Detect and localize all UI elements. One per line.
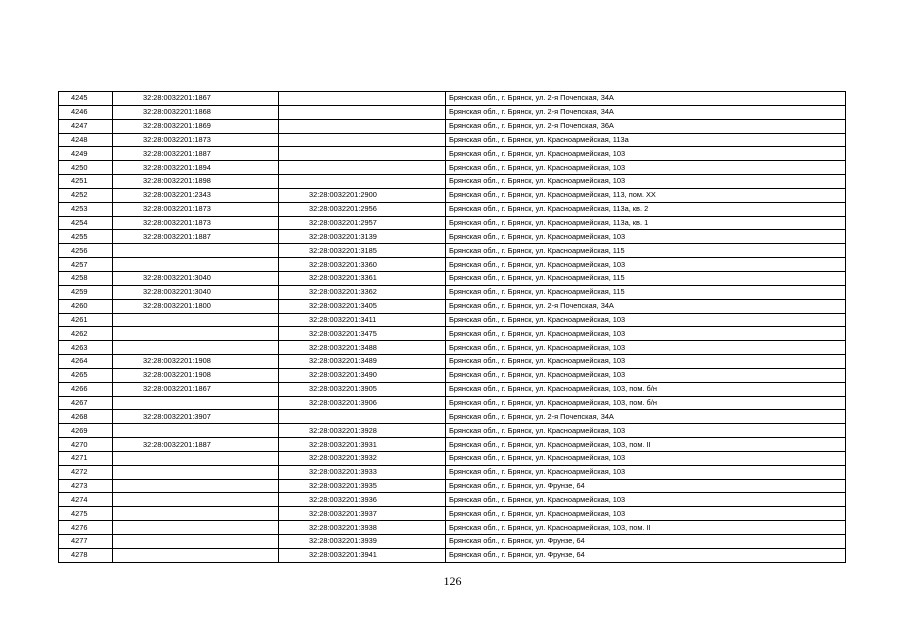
cell-parent-cadastral xyxy=(113,327,279,341)
cell-parent-cadastral: 32:28:0032201:1867 xyxy=(113,92,279,106)
cell-address: Брянская обл., г. Брянск, ул. Фрунзе, 64 xyxy=(446,479,846,493)
cell-cadastral xyxy=(279,119,446,133)
cell-parent-cadastral xyxy=(113,548,279,562)
cell-cadastral: 32:28:0032201:3933 xyxy=(279,465,446,479)
cell-number: 4251 xyxy=(59,175,113,189)
table-row xyxy=(59,396,846,410)
cell-number: 4255 xyxy=(59,230,113,244)
cell-parent-cadastral xyxy=(113,507,279,521)
cell-cadastral xyxy=(279,175,446,189)
table-row xyxy=(59,327,846,341)
cell-address: Брянская обл., г. Брянск, ул. Красноармейская, 113а, кв. 2 xyxy=(446,202,846,216)
cell-parent-cadastral xyxy=(113,341,279,355)
cell-address: Брянская обл., г. Брянск, ул. Красноармейская, 103 xyxy=(446,465,846,479)
cell-number: 4250 xyxy=(59,161,113,175)
cell-number: 4277 xyxy=(59,535,113,549)
cell-number: 4270 xyxy=(59,438,113,452)
cell-cadastral: 32:28:0032201:3362 xyxy=(279,285,446,299)
cell-parent-cadastral xyxy=(113,521,279,535)
cell-cadastral: 32:28:0032201:3490 xyxy=(279,368,446,382)
cell-address: Брянская обл., г. Брянск, ул. 2-я Почепская, 34А xyxy=(446,92,846,106)
cell-cadastral: 32:28:0032201:3935 xyxy=(279,479,446,493)
cell-parent-cadastral xyxy=(113,479,279,493)
cell-number: 4275 xyxy=(59,507,113,521)
cell-number: 4246 xyxy=(59,105,113,119)
cell-number: 4276 xyxy=(59,521,113,535)
table-body xyxy=(59,92,846,563)
cell-address: Брянская обл., г. Брянск, ул. Красноармейская, 113а, кв. 1 xyxy=(446,216,846,230)
table-row xyxy=(59,119,846,133)
cell-address: Брянская обл., г. Брянск, ул. Фрунзе, 64 xyxy=(446,548,846,562)
cell-cadastral xyxy=(279,161,446,175)
cell-cadastral: 32:28:0032201:3411 xyxy=(279,313,446,327)
cell-number: 4260 xyxy=(59,299,113,313)
cell-number: 4264 xyxy=(59,355,113,369)
cell-cadastral: 32:28:0032201:3938 xyxy=(279,521,446,535)
table-row xyxy=(59,493,846,507)
cell-cadastral xyxy=(279,133,446,147)
table-row xyxy=(59,313,846,327)
cell-cadastral: 32:28:0032201:3139 xyxy=(279,230,446,244)
table-row xyxy=(59,410,846,424)
cell-address: Брянская обл., г. Брянск, ул. Красноармейская, 103, пом. II xyxy=(446,521,846,535)
cell-cadastral: 32:28:0032201:3475 xyxy=(279,327,446,341)
cell-parent-cadastral xyxy=(113,535,279,549)
cell-address: Брянская обл., г. Брянск, ул. Красноармейская, 103 xyxy=(446,147,846,161)
cell-address: Брянская обл., г. Брянск, ул. Красноармейская, 103 xyxy=(446,368,846,382)
table-row xyxy=(59,202,846,216)
cell-address: Брянская обл., г. Брянск, ул. Красноармейская, 103 xyxy=(446,424,846,438)
cell-cadastral: 32:28:0032201:3488 xyxy=(279,341,446,355)
cell-number: 4267 xyxy=(59,396,113,410)
cell-cadastral: 32:28:0032201:3932 xyxy=(279,451,446,465)
cell-number: 4262 xyxy=(59,327,113,341)
cell-cadastral: 32:28:0032201:2957 xyxy=(279,216,446,230)
page-number: 126 xyxy=(443,574,462,588)
cell-address: Брянская обл., г. Брянск, ул. Красноармейская, 103 xyxy=(446,355,846,369)
cell-parent-cadastral xyxy=(113,493,279,507)
table-row xyxy=(59,355,846,369)
cell-parent-cadastral: 32:28:0032201:1869 xyxy=(113,119,279,133)
table-row xyxy=(59,368,846,382)
cell-parent-cadastral: 32:28:0032201:1898 xyxy=(113,175,279,189)
cell-parent-cadastral xyxy=(113,258,279,272)
cell-parent-cadastral: 32:28:0032201:1873 xyxy=(113,202,279,216)
cell-number: 4278 xyxy=(59,548,113,562)
cell-number: 4256 xyxy=(59,244,113,258)
cell-number: 4268 xyxy=(59,410,113,424)
table-row xyxy=(59,451,846,465)
table-row xyxy=(59,188,846,202)
cell-parent-cadastral: 32:28:0032201:1800 xyxy=(113,299,279,313)
table-row xyxy=(59,258,846,272)
cell-parent-cadastral: 32:28:0032201:3040 xyxy=(113,285,279,299)
cell-address: Брянская обл., г. Брянск, ул. Красноармейская, 103 xyxy=(446,451,846,465)
cell-address: Брянская обл., г. Брянск, ул. 2-я Почепская, 34А xyxy=(446,105,846,119)
table-row xyxy=(59,548,846,562)
table-row xyxy=(59,175,846,189)
cell-address: Брянская обл., г. Брянск, ул. Красноармейская, 103 xyxy=(446,327,846,341)
cell-number: 4249 xyxy=(59,147,113,161)
cell-parent-cadastral: 32:28:0032201:2343 xyxy=(113,188,279,202)
table-row xyxy=(59,230,846,244)
table-row xyxy=(59,285,846,299)
cell-address: Брянская обл., г. Брянск, ул. Красноармейская, 113, пом. XX xyxy=(446,188,846,202)
cell-cadastral xyxy=(279,147,446,161)
table-row xyxy=(59,271,846,285)
table-row xyxy=(59,382,846,396)
cell-number: 4259 xyxy=(59,285,113,299)
cell-address: Брянская обл., г. Брянск, ул. Фрунзе, 64 xyxy=(446,535,846,549)
table-row xyxy=(59,535,846,549)
table-row xyxy=(59,244,846,258)
table-row xyxy=(59,465,846,479)
cell-number: 4273 xyxy=(59,479,113,493)
cell-number: 4269 xyxy=(59,424,113,438)
cell-parent-cadastral: 32:28:0032201:1887 xyxy=(113,147,279,161)
cell-number: 4271 xyxy=(59,451,113,465)
cell-parent-cadastral: 32:28:0032201:1908 xyxy=(113,368,279,382)
table-row xyxy=(59,147,846,161)
cell-cadastral: 32:28:0032201:3931 xyxy=(279,438,446,452)
table-row xyxy=(59,133,846,147)
cell-parent-cadastral: 32:28:0032201:1887 xyxy=(113,230,279,244)
cell-cadastral: 32:28:0032201:3361 xyxy=(279,271,446,285)
cell-number: 4252 xyxy=(59,188,113,202)
table-row xyxy=(59,438,846,452)
cell-number: 4253 xyxy=(59,202,113,216)
table-row xyxy=(59,161,846,175)
cell-address: Брянская обл., г. Брянск, ул. Красноармейская, 103, пом. б/н xyxy=(446,396,846,410)
cell-address: Брянская обл., г. Брянск, ул. 2-я Почепская, 36А xyxy=(446,119,846,133)
cell-cadastral xyxy=(279,105,446,119)
cell-number: 4254 xyxy=(59,216,113,230)
cell-parent-cadastral: 32:28:0032201:1867 xyxy=(113,382,279,396)
cell-address: Брянская обл., г. Брянск, ул. Красноармейская, 103, пом. II xyxy=(446,438,846,452)
cell-address: Брянская обл., г. Брянск, ул. Красноармейская, 115 xyxy=(446,271,846,285)
cell-parent-cadastral: 32:28:0032201:3907 xyxy=(113,410,279,424)
cell-number: 4248 xyxy=(59,133,113,147)
cell-cadastral: 32:28:0032201:3489 xyxy=(279,355,446,369)
cell-address: Брянская обл., г. Брянск, ул. 2-я Почепская, 34А xyxy=(446,299,846,313)
table-row xyxy=(59,521,846,535)
cell-address: Брянская обл., г. Брянск, ул. Красноармейская, 103 xyxy=(446,493,846,507)
table-row xyxy=(59,424,846,438)
cell-cadastral xyxy=(279,410,446,424)
table-row xyxy=(59,507,846,521)
cell-parent-cadastral: 32:28:0032201:1887 xyxy=(113,438,279,452)
cell-parent-cadastral xyxy=(113,451,279,465)
cell-address: Брянская обл., г. Брянск, ул. Красноармейская, 103 xyxy=(446,258,846,272)
cell-cadastral: 32:28:0032201:3939 xyxy=(279,535,446,549)
cell-parent-cadastral: 32:28:0032201:1873 xyxy=(113,216,279,230)
cell-address: Брянская обл., г. Брянск, ул. Красноармейская, 103 xyxy=(446,161,846,175)
cell-number: 4266 xyxy=(59,382,113,396)
table-row xyxy=(59,479,846,493)
cell-cadastral: 32:28:0032201:3905 xyxy=(279,382,446,396)
cell-address: Брянская обл., г. Брянск, ул. Красноармейская, 103 xyxy=(446,507,846,521)
cell-parent-cadastral: 32:28:0032201:3040 xyxy=(113,271,279,285)
cell-number: 4257 xyxy=(59,258,113,272)
cell-cadastral xyxy=(279,92,446,106)
cell-cadastral: 32:28:0032201:3405 xyxy=(279,299,446,313)
table-row xyxy=(59,216,846,230)
table-row xyxy=(59,92,846,106)
cell-address: Брянская обл., г. Брянск, ул. Красноармейская, 103, пом. б/н xyxy=(446,382,846,396)
registry-table xyxy=(58,91,846,563)
cell-number: 4272 xyxy=(59,465,113,479)
cell-cadastral: 32:28:0032201:2956 xyxy=(279,202,446,216)
cell-parent-cadastral: 32:28:0032201:1908 xyxy=(113,355,279,369)
cell-address: Брянская обл., г. Брянск, ул. Красноармейская, 103 xyxy=(446,175,846,189)
cell-parent-cadastral: 32:28:0032201:1868 xyxy=(113,105,279,119)
cell-address: Брянская обл., г. Брянск, ул. Красноармейская, 115 xyxy=(446,244,846,258)
cell-address: Брянская обл., г. Брянск, ул. Красноармейская, 103 xyxy=(446,230,846,244)
cell-parent-cadastral xyxy=(113,244,279,258)
cell-address: Брянская обл., г. Брянск, ул. Красноармейская, 115 xyxy=(446,285,846,299)
cell-number: 4247 xyxy=(59,119,113,133)
cell-cadastral: 32:28:0032201:3185 xyxy=(279,244,446,258)
cell-number: 4263 xyxy=(59,341,113,355)
cell-address: Брянская обл., г. Брянск, ул. 2-я Почепская, 34А xyxy=(446,410,846,424)
cell-cadastral: 32:28:0032201:3937 xyxy=(279,507,446,521)
cell-parent-cadastral xyxy=(113,465,279,479)
cell-number: 4265 xyxy=(59,368,113,382)
cell-cadastral: 32:28:0032201:3906 xyxy=(279,396,446,410)
cell-address: Брянская обл., г. Брянск, ул. Красноармейская, 103 xyxy=(446,313,846,327)
cell-address: Брянская обл., г. Брянск, ул. Красноармейская, 103 xyxy=(446,341,846,355)
cell-cadastral: 32:28:0032201:3928 xyxy=(279,424,446,438)
cell-parent-cadastral xyxy=(113,313,279,327)
table-row xyxy=(59,299,846,313)
cell-cadastral: 32:28:0032201:3936 xyxy=(279,493,446,507)
cell-address: Брянская обл., г. Брянск, ул. Красноармейская, 113а xyxy=(446,133,846,147)
cell-parent-cadastral xyxy=(113,396,279,410)
cell-number: 4258 xyxy=(59,271,113,285)
cell-cadastral: 32:28:0032201:2900 xyxy=(279,188,446,202)
cell-number: 4261 xyxy=(59,313,113,327)
cell-cadastral: 32:28:0032201:3360 xyxy=(279,258,446,272)
table-row xyxy=(59,105,846,119)
cell-number: 4274 xyxy=(59,493,113,507)
cell-cadastral: 32:28:0032201:3941 xyxy=(279,548,446,562)
cell-parent-cadastral: 32:28:0032201:1894 xyxy=(113,161,279,175)
cell-parent-cadastral xyxy=(113,424,279,438)
cell-parent-cadastral: 32:28:0032201:1873 xyxy=(113,133,279,147)
cell-number: 4245 xyxy=(59,92,113,106)
table-row xyxy=(59,341,846,355)
